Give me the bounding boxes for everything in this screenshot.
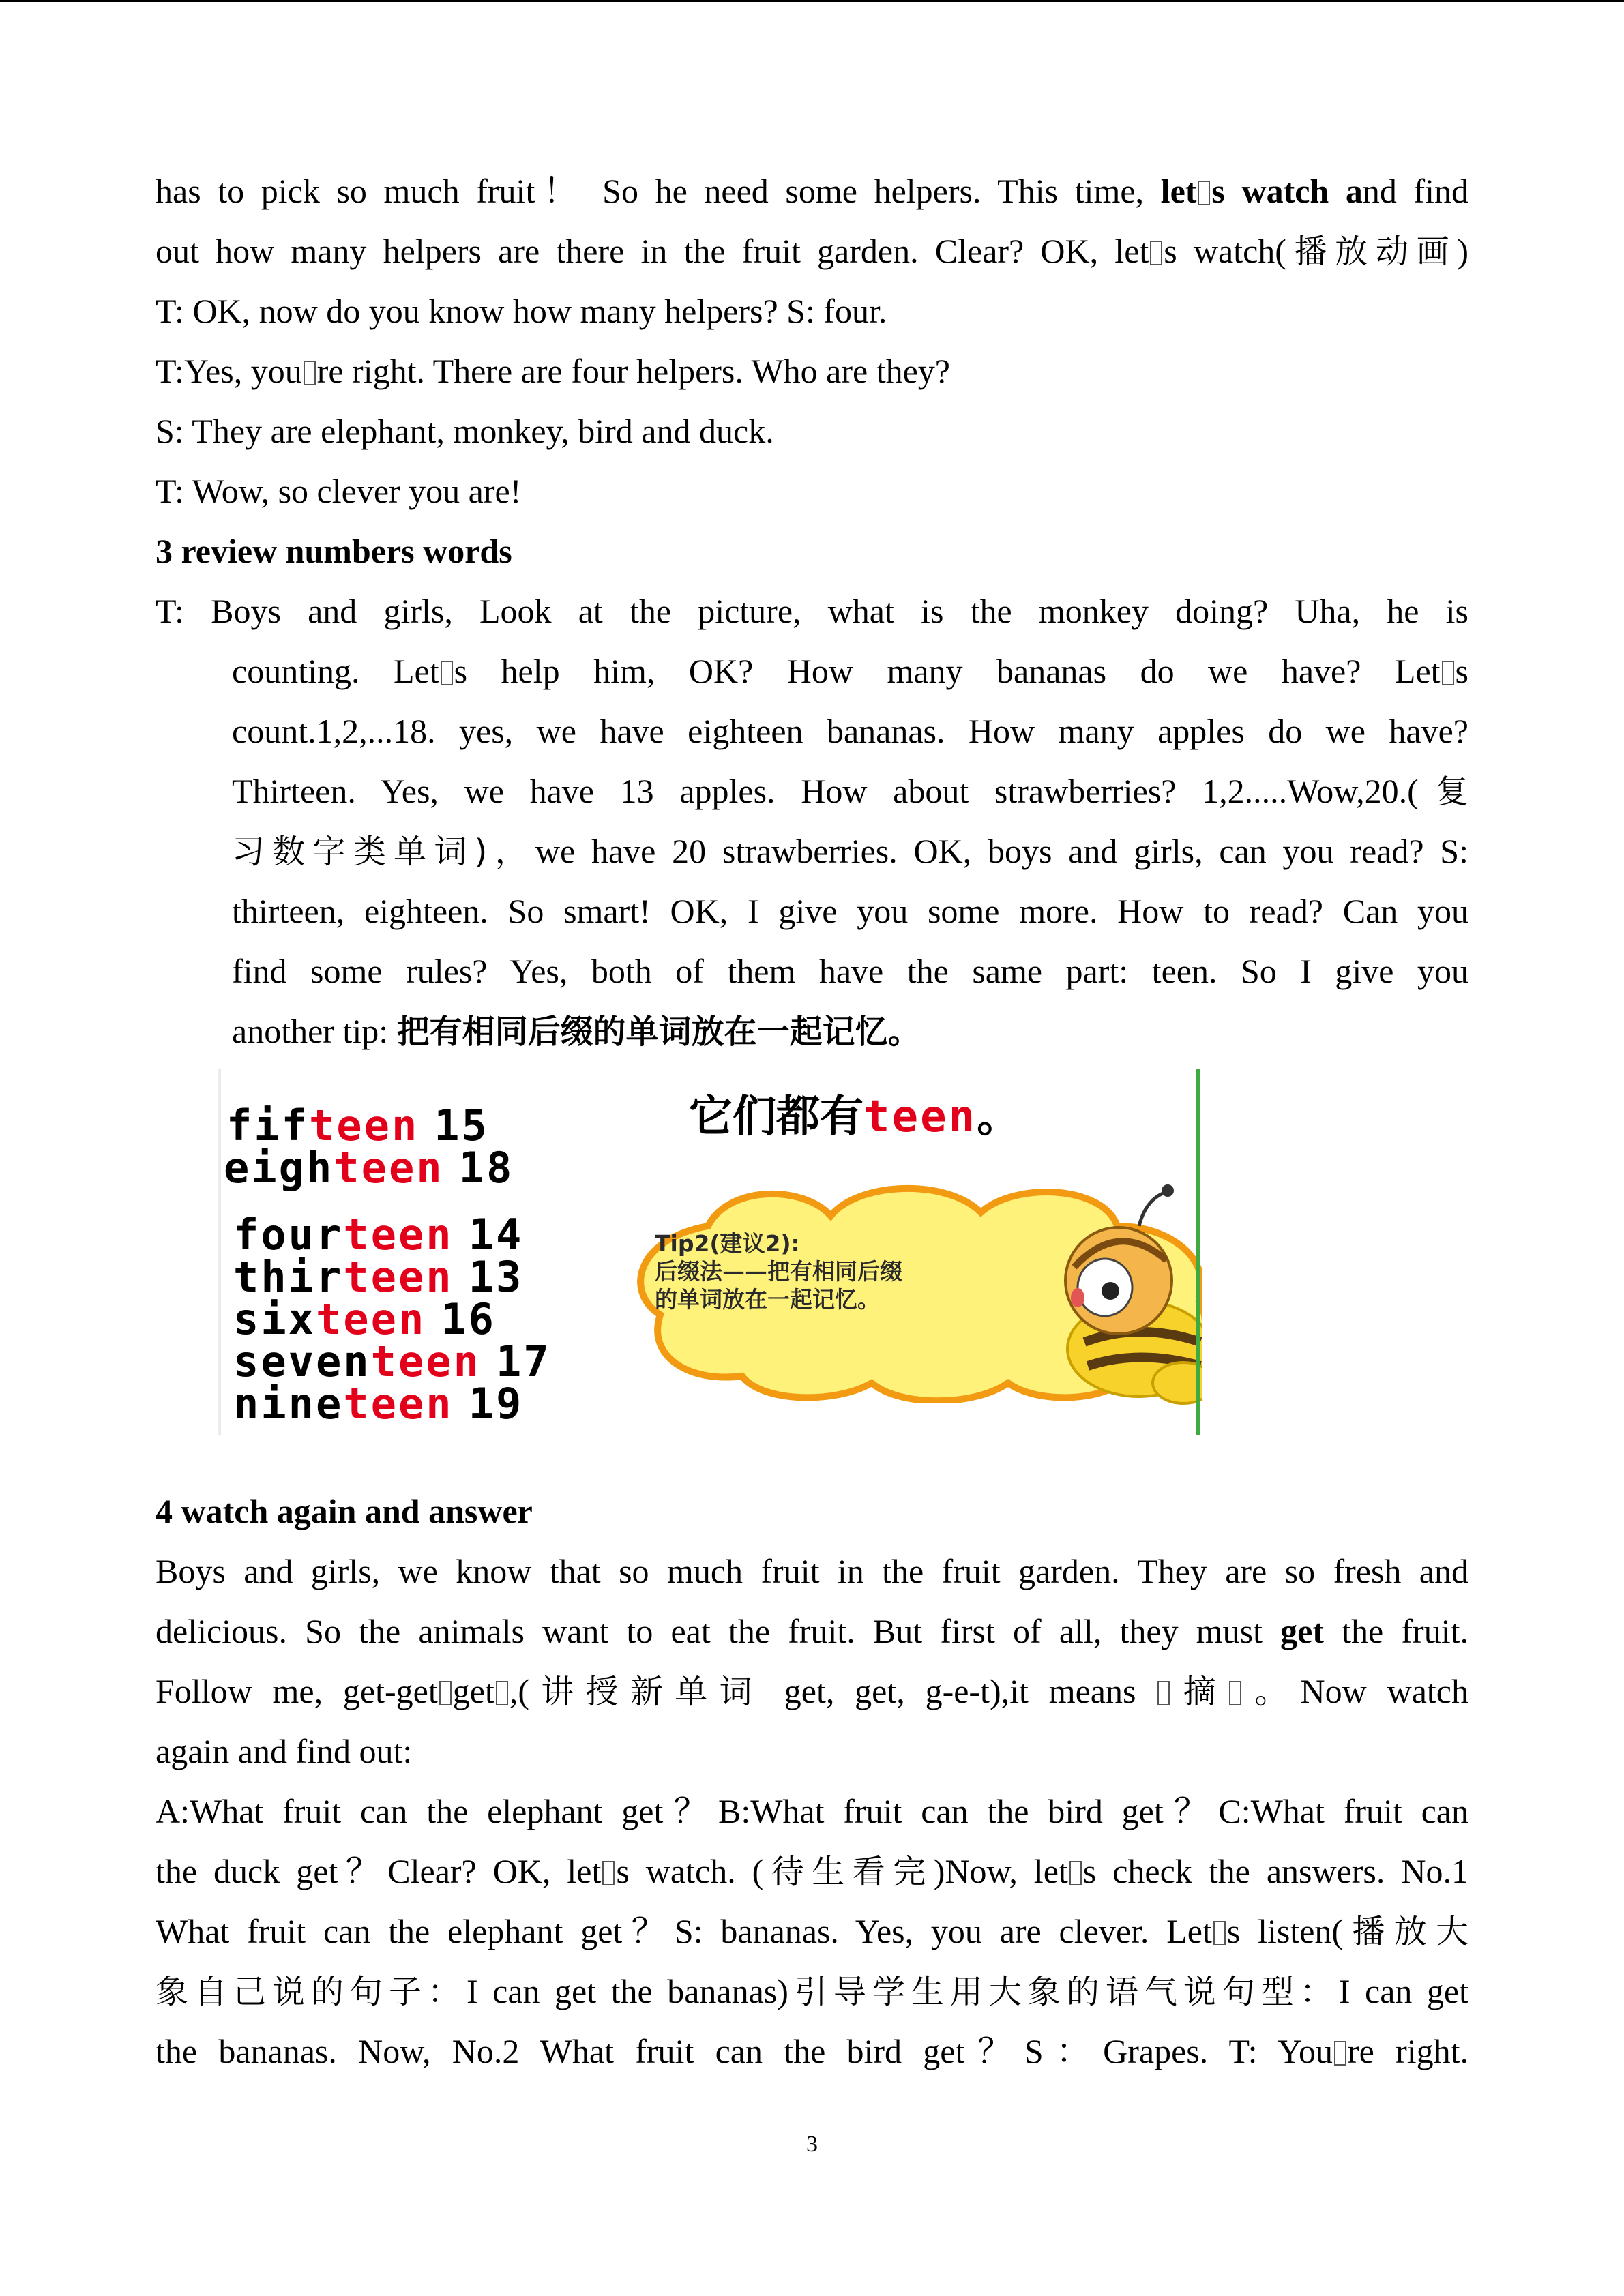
teen-word-row: thirteen 13 <box>233 1252 524 1302</box>
text-line: counting. Let s help him, OK? How many bananas do we have? Let s <box>232 652 1468 690</box>
slide-green-line <box>1196 1069 1200 1435</box>
missing-glyph-box <box>1157 1681 1170 1705</box>
missing-glyph-box <box>1229 1681 1241 1705</box>
text-line: out how many helpers are there in the fruit garden. Clear? OK, let s watch(播放动画) <box>156 232 1468 271</box>
teen-word-row: fifteen 15 <box>226 1101 489 1150</box>
text-line: S: They are elephant, monkey, bird and duck. <box>156 412 774 450</box>
section-heading: 4 watch again and answer <box>156 1492 533 1530</box>
top-border-rule <box>0 0 1624 2</box>
text-line: Thirteen. Yes, we have 13 apples. How about strawberries? 1,2.....Wow,20.(复 <box>232 772 1468 811</box>
text-line: Follow me, get-get get ,(讲授新单词 get, get, g-e-t),it means 摘 。Now watch <box>156 1672 1468 1711</box>
text-line: T: Wow, so clever you are! <box>156 472 522 510</box>
missing-glyph-box <box>496 1681 508 1705</box>
page-number: 3 <box>806 2132 818 2157</box>
tip-text: Tip2(建议2): 后缀法——把有相同后缀 的单词放在一起记忆。 <box>655 1230 902 1313</box>
missing-glyph-box <box>1334 2041 1346 2066</box>
text-line: the duck get？Clear? OK, let s watch. (待生看完)Now, let s check the answers. No.1 <box>156 1852 1468 1891</box>
text-line: delicious. So the animals want to eat the fruit. But first of all, they must get the fruit. <box>156 1612 1468 1650</box>
text-line: has to pick so much fruit！ So he need some helpers. This time, let s watch and find <box>156 172 1469 210</box>
missing-glyph-box <box>1069 1861 1082 1885</box>
section-heading: 3 review numbers words <box>156 532 512 570</box>
text-line: find some rules? Yes, both of them have the same part: teen. So I give you <box>232 952 1468 990</box>
text-line: another tip: 把有相同后缀的单词放在一起记忆。 <box>232 1012 921 1051</box>
missing-glyph-box <box>439 1681 452 1705</box>
missing-glyph-box <box>1150 241 1162 265</box>
teen-word-row: seventeen 17 <box>233 1337 551 1386</box>
text-line: T:Yes, you re right. There are four helpers. Who are they? <box>156 352 950 390</box>
text-line: 象自己说的句子：I can get the bananas)引导学生用大象的语气说句型：I can get <box>156 1972 1468 2011</box>
teen-words-slide <box>218 1069 1202 1435</box>
teen-word-row: nineteen 19 <box>233 1379 524 1429</box>
missing-glyph-box <box>304 361 316 385</box>
text-line: count.1,2,...18. yes, we have eighteen bananas. How many apples do we have? <box>232 712 1468 750</box>
slide-title: 它们都有teen。 <box>689 1092 1021 1142</box>
text-line: thirteen, eighteen. So smart! OK, I give you some more. How to read? Can you <box>232 892 1468 930</box>
missing-glyph-box <box>441 661 453 685</box>
text-line: 习数字类单词)，we have 20 strawberries. OK, boys and girls, can you read? S: <box>232 832 1468 871</box>
missing-glyph-box <box>1442 661 1454 685</box>
slide-edge <box>218 1069 221 1435</box>
missing-glyph-box <box>602 1861 615 1885</box>
missing-glyph-box <box>1213 1921 1226 1945</box>
text-line: Boys and girls, we know that so much fruit in the fruit garden. They are so fresh and <box>156 1552 1468 1590</box>
text-line: the bananas. Now, No.2 What fruit can the bird get？S：Grapes. T: You re right. <box>156 2032 1468 2070</box>
text-line: What fruit can the elephant get？S: bananas. Yes, you are clever. Let s listen(播放大 <box>156 1912 1468 1951</box>
teen-word-row: fourteen 14 <box>233 1210 524 1259</box>
text-line: again and find out: <box>156 1732 413 1770</box>
teen-word-row: eighteen 18 <box>224 1143 514 1193</box>
missing-glyph-box <box>1198 181 1210 205</box>
text-line: T: Boys and girls, Look at the picture, what is the monkey doing? Uha, he is <box>156 592 1468 630</box>
teen-word-row: sixteen 16 <box>233 1294 496 1344</box>
text-line: T: OK, now do you know how many helpers? S: four. <box>156 292 887 330</box>
bee-mascot-icon <box>1037 1178 1202 1424</box>
text-line: A:What fruit can the elephant get？B:What fruit can the bird get？C:What fruit can <box>156 1792 1468 1830</box>
